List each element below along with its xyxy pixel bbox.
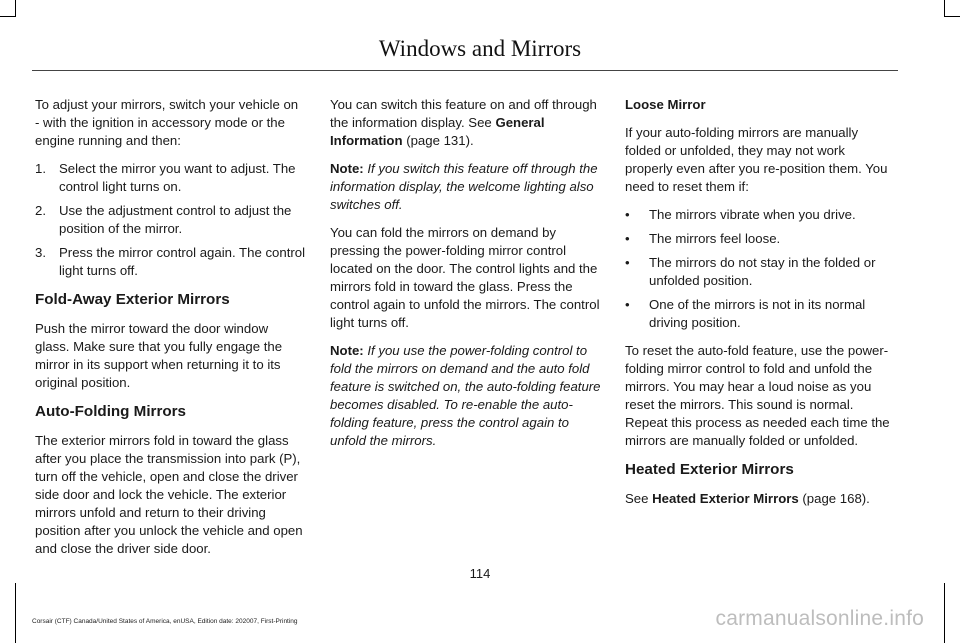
page-reference: (page 131). bbox=[402, 133, 474, 148]
heated-mirrors-paragraph bbox=[625, 490, 896, 508]
list-item bbox=[35, 244, 306, 280]
paragraph-text: You can switch this feature on and off through the information display. See bbox=[330, 97, 597, 130]
crop-mark bbox=[944, 16, 960, 17]
list-item bbox=[35, 202, 306, 238]
column-2 bbox=[330, 96, 601, 460]
list-item bbox=[625, 206, 896, 224]
step-text: Select the mirror you want to adjust. The control light turns on. bbox=[59, 161, 296, 194]
reset-paragraph: To reset the auto-fold feature, use the power-folding mirror control to fold and unfold the mirrors. You may hear a loud noise as you reset the mirrors. This sound is normal. Repeat this process as needed each time the mirrors are manually folded or unfolded. bbox=[625, 343, 890, 448]
general-information-link[interactable]: General Information bbox=[330, 115, 545, 148]
step-number: 3. bbox=[35, 245, 46, 260]
fold-away-paragraph: Push the mirror toward the door window glass. Make sure that you fully engage the mirror in its support when returning it to its original position. bbox=[35, 321, 283, 390]
step-text: Press the mirror control again. The control light turns off. bbox=[59, 245, 306, 278]
note-paragraph bbox=[330, 160, 601, 214]
heated-mirrors-link[interactable]: Heated Exterior Mirrors bbox=[652, 491, 799, 506]
note-text: If you use the power-folding control to fold the mirrors on demand and the auto fold feature is switched on, the auto-folding feature becomes disabled. To re-enable the auto-folding feature, press the control again to unfold the mirrors. bbox=[330, 343, 601, 448]
list-item bbox=[35, 160, 306, 196]
watermark: carmanualsonline.info bbox=[715, 607, 924, 630]
page-reference: (page 168). bbox=[798, 491, 870, 506]
auto-folding-heading: Auto-Folding Mirrors bbox=[35, 403, 187, 420]
bullet-text: The mirrors feel loose. bbox=[649, 231, 781, 246]
list-item bbox=[625, 254, 896, 290]
crop-mark bbox=[944, 583, 945, 643]
intro-paragraph: To adjust your mirrors, switch your vehicle on - with the ignition in accessory mode or the engine running and then: bbox=[35, 97, 299, 148]
note-label: Note: bbox=[330, 343, 364, 358]
crop-mark bbox=[15, 0, 16, 16]
loose-mirror-heading: Loose Mirror bbox=[625, 97, 706, 112]
paragraph-text: See bbox=[625, 491, 653, 506]
header-rule bbox=[32, 70, 898, 71]
bullet-icon: • bbox=[625, 255, 630, 270]
note-text: If you switch this feature off through the information display, the welcome lighting also switches off. bbox=[330, 161, 598, 212]
reset-conditions-list bbox=[625, 206, 896, 332]
bullet-icon: • bbox=[625, 207, 630, 222]
crop-mark bbox=[0, 16, 16, 17]
footer-edition-text: Corsair (CTF) Canada/United States of America, enUSA, Edition date: 202007, First-Printing bbox=[32, 618, 298, 625]
note-label: Note: bbox=[330, 161, 364, 176]
step-number: 1. bbox=[35, 161, 46, 176]
fold-on-demand-paragraph: You can fold the mirrors on demand by pressing the power-folding mirror control located on the door. The control lights and the mirrors fold in toward the glass. Press the control again to unfold the mirrors. The control light turns off. bbox=[330, 225, 600, 330]
column-3 bbox=[625, 96, 896, 518]
auto-folding-paragraph: The exterior mirrors fold in toward the glass after you place the transmission into park (P), turn off the vehicle, open and close the driver side door and lock the vehicle. The exterior mirrors unfold and return to their driving position after you unlock the vehicle and open and close the driver side door. bbox=[35, 433, 303, 556]
page-number: 114 bbox=[469, 566, 491, 581]
loose-mirror-paragraph: If your auto-folding mirrors are manually folded or unfolded, they may not work properly even after you re-position them. You need to reset them if: bbox=[625, 125, 888, 194]
bullet-text: The mirrors vibrate when you drive. bbox=[649, 207, 856, 222]
bullet-icon: • bbox=[625, 297, 630, 312]
heated-mirrors-heading: Heated Exterior Mirrors bbox=[625, 461, 794, 478]
column-1 bbox=[35, 96, 306, 568]
switch-feature-paragraph bbox=[330, 96, 601, 150]
bullet-icon: • bbox=[625, 231, 630, 246]
step-number: 2. bbox=[35, 203, 46, 218]
crop-mark bbox=[944, 0, 945, 16]
bullet-text: One of the mirrors is not in its normal driving position. bbox=[649, 297, 866, 330]
note-paragraph bbox=[330, 342, 601, 450]
bullet-text: The mirrors do not stay in the folded or unfolded position. bbox=[649, 255, 876, 288]
page-title: Windows and Mirrors bbox=[378, 36, 582, 61]
crop-mark bbox=[15, 583, 16, 643]
list-item bbox=[625, 230, 896, 248]
step-text: Use the adjustment control to adjust the position of the mirror. bbox=[59, 203, 292, 236]
list-item bbox=[625, 296, 896, 332]
fold-away-heading: Fold-Away Exterior Mirrors bbox=[35, 291, 230, 308]
adjust-steps-list bbox=[35, 160, 306, 280]
